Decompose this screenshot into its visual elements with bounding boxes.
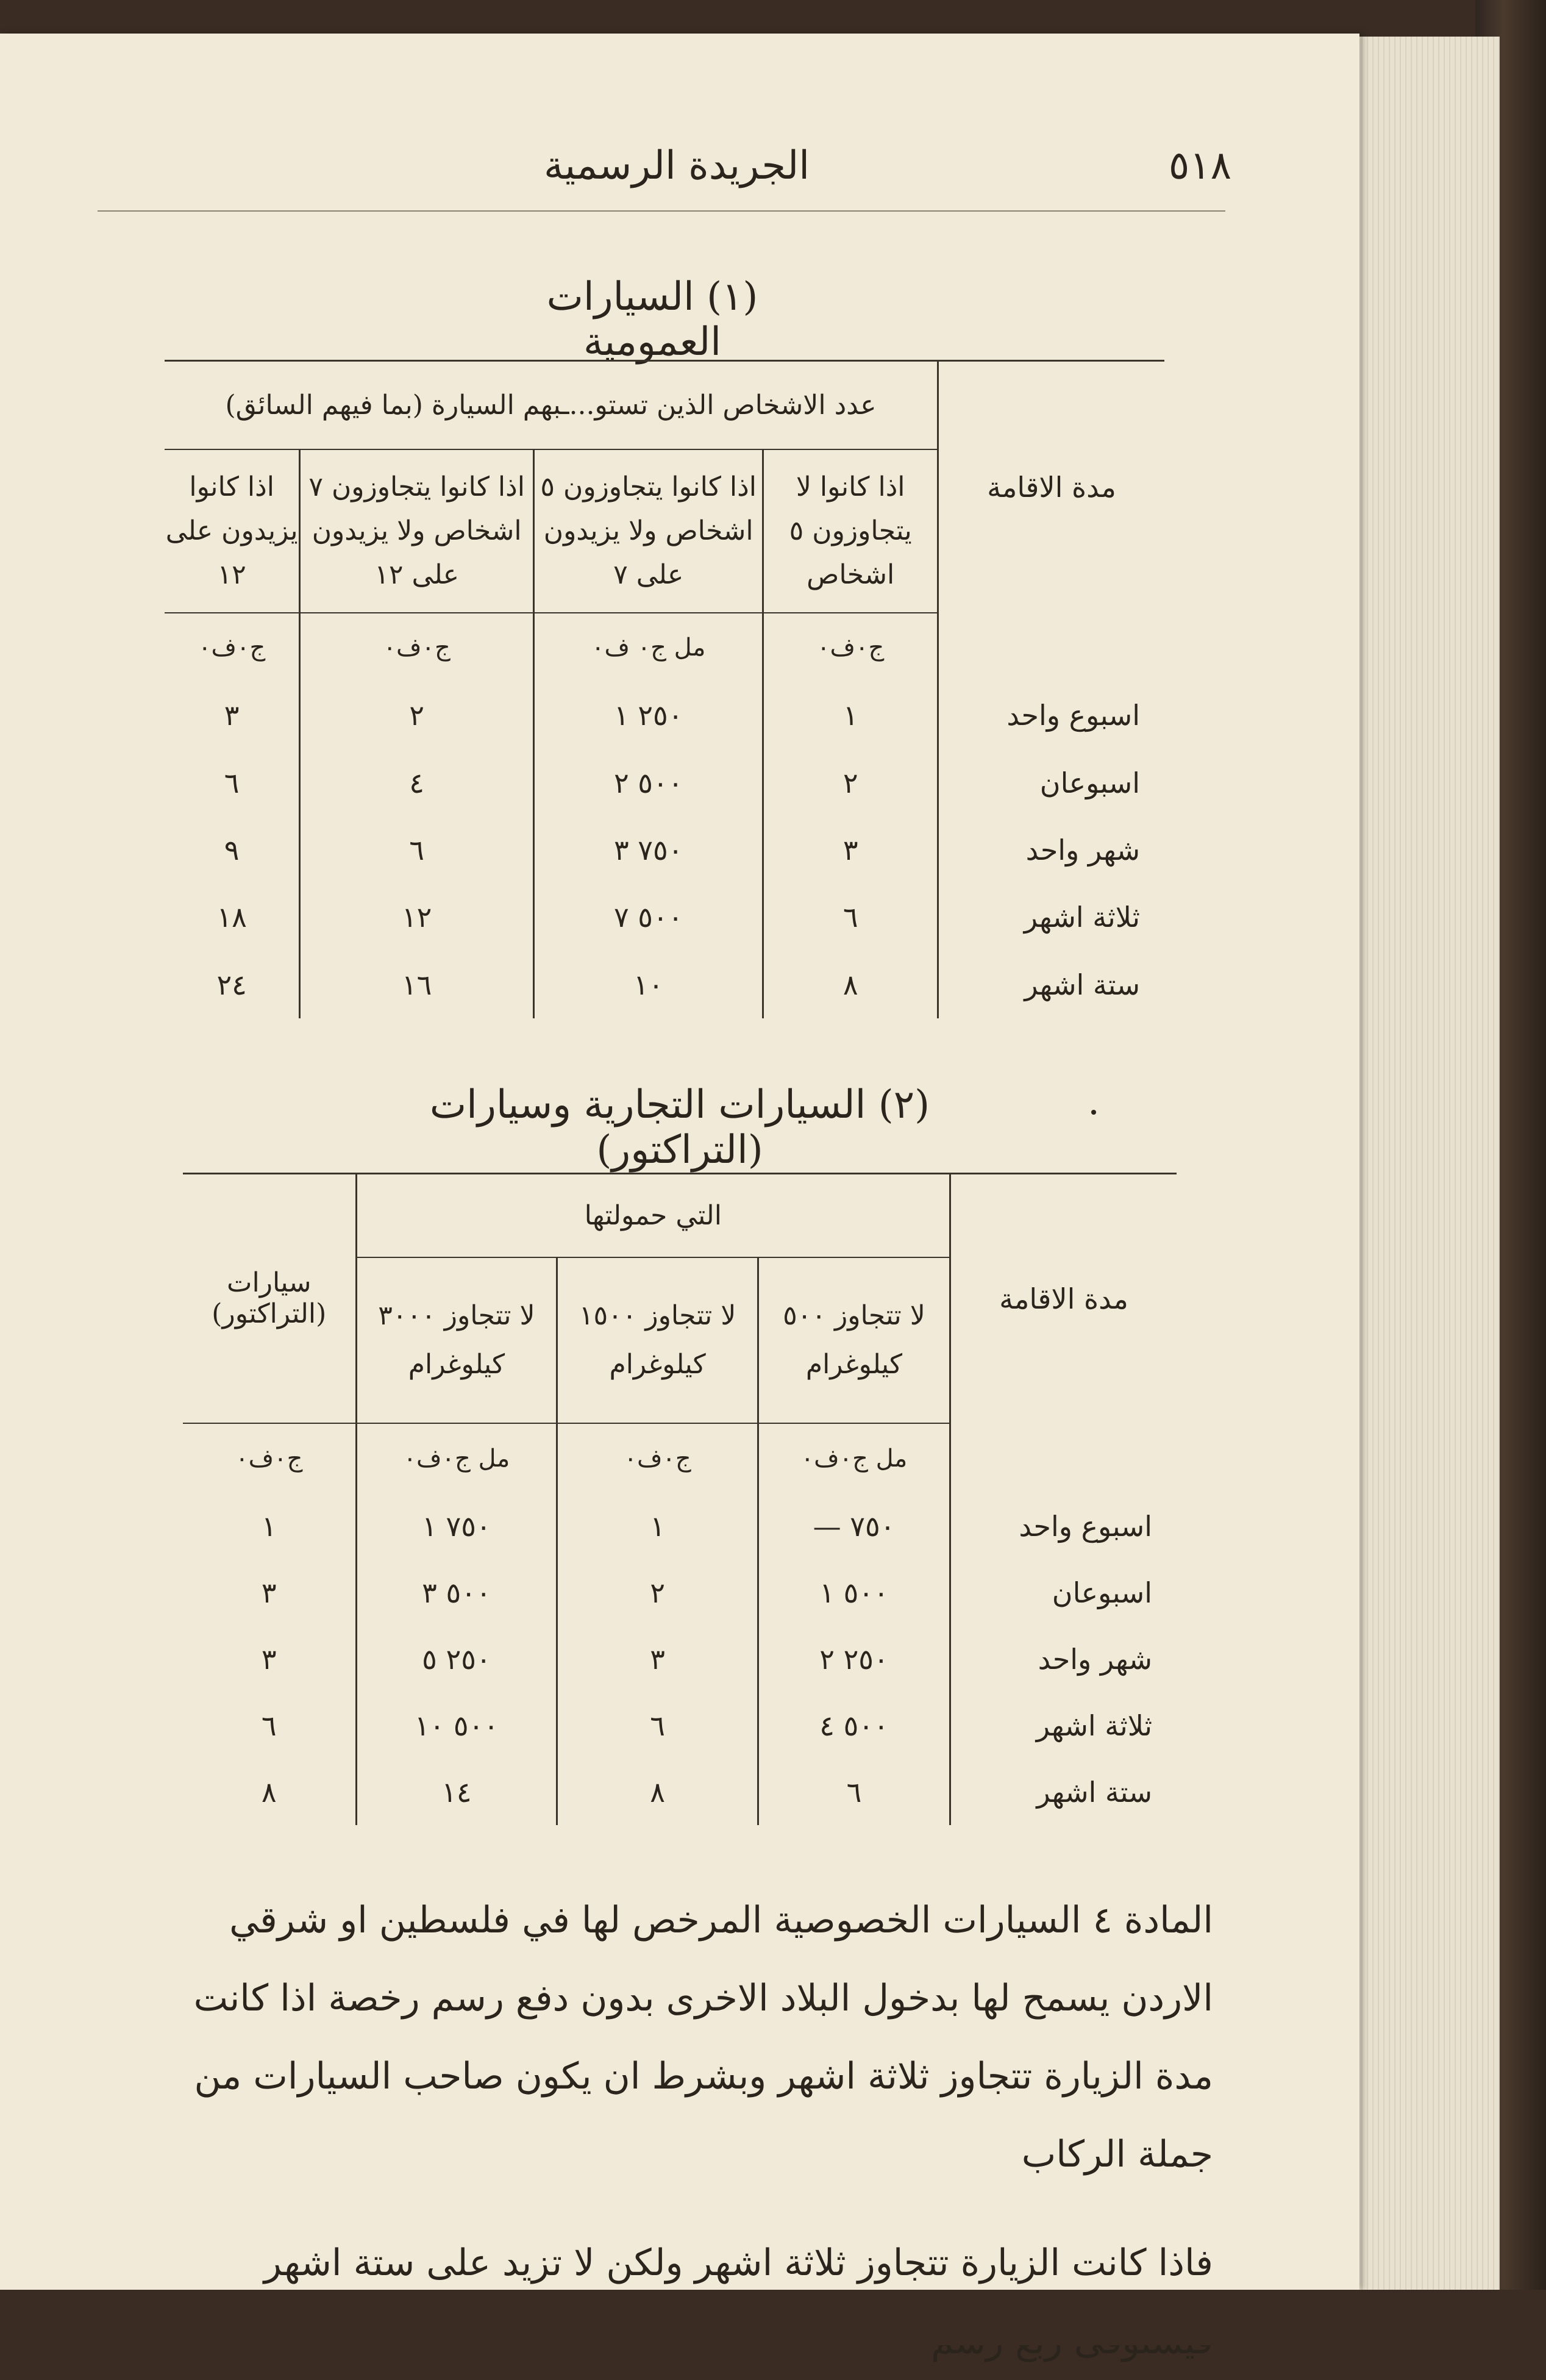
column-header: لا تتجاوز ٥٠٠ كيلوغرام bbox=[758, 1257, 950, 1423]
article-paragraph: فاذا كانت الزيارة تتجاوز ثلاثة اشهر ولكن لا تزيد على ستة اشهر bbox=[263, 2242, 1213, 2284]
unit-label: مل ج٠ف٠ bbox=[356, 1423, 557, 1493]
document-page bbox=[0, 34, 1359, 2290]
unit-label: ج٠ف٠ bbox=[557, 1423, 758, 1493]
table-cell: ٦ bbox=[758, 1759, 950, 1825]
table-cell: ٣ bbox=[261, 1642, 277, 1676]
residence-header: مدة الاقامة bbox=[938, 361, 1165, 613]
table-cell: ١ bbox=[557, 1493, 758, 1560]
table-cell: ٣ bbox=[224, 699, 240, 732]
unit-label: ج٠ف٠ bbox=[300, 613, 534, 682]
row-label: ستة اشهر bbox=[950, 1759, 1177, 1825]
table-cell: ٦ bbox=[261, 1709, 277, 1742]
column-header: لا تتجاوز ١٥٠٠ كيلوغرام bbox=[557, 1257, 758, 1423]
table-row bbox=[165, 749, 1164, 817]
table-cell: ٧٥٠ — bbox=[758, 1493, 950, 1560]
table-cell: ٢٥٠ ٥ bbox=[356, 1626, 557, 1692]
column-header: اذا كانوا يتجاوزون ٧ اشخاص ولا يزيدون على ١٢ bbox=[300, 449, 534, 613]
table-cell: ٨ bbox=[557, 1759, 758, 1825]
page-edges bbox=[1341, 37, 1500, 2293]
empty-cell bbox=[950, 1423, 1177, 1493]
table-cell: ١ bbox=[261, 1510, 277, 1543]
table-row bbox=[165, 682, 1164, 749]
table1-title: (١) السيارات العمومية bbox=[546, 274, 758, 365]
table-cell: ٢٥٠ ١ bbox=[533, 682, 763, 749]
table-row bbox=[183, 1626, 1177, 1692]
persons-group-header: عدد الاشخاص الذين تستو...ـبهم السيارة (بما فيهم السائق) bbox=[165, 361, 938, 450]
table-row bbox=[165, 951, 1164, 1018]
table-cell: ٣ bbox=[557, 1626, 758, 1692]
column-header: لا تتجاوز ٣٠٠٠ كيلوغرام bbox=[356, 1257, 557, 1423]
table-cell: ٦ bbox=[557, 1692, 758, 1759]
row-label: اسبوع واحد bbox=[950, 1493, 1177, 1560]
column-header: اذا كانوا يزيدون على ١٢ bbox=[165, 449, 300, 613]
public-cars-table bbox=[165, 360, 1164, 1018]
table-cell: ٢٥٠ ٢ bbox=[758, 1626, 950, 1692]
unit-label: مل ج٠ ف٠ bbox=[533, 613, 763, 682]
table-cell: ١ bbox=[763, 682, 938, 749]
table-cell: ٢ bbox=[557, 1559, 758, 1626]
article-paragraph: المادة ٤ السيارات الخصوصية المرخص لها في فلسطين او شرقي الاردن يسمح لها بدخول البلاد الاخرى بدون دفع رسم رخصة اذا كانت مدة الزيارة تتجاوز ثلاثة اشهر وبشرط ان يكون صاحب السيارات من جملة الركاب bbox=[193, 1899, 1213, 2176]
table-row bbox=[183, 1559, 1177, 1626]
table-row bbox=[165, 817, 1164, 884]
unit-label: مل ج٠ف٠ bbox=[758, 1423, 950, 1493]
scan-top-edge bbox=[0, 0, 1546, 37]
table-cell: ٨ bbox=[763, 951, 938, 1018]
table-cell: ٥٠٠ ١ bbox=[758, 1559, 950, 1626]
unit-label: ج٠ف٠ bbox=[235, 1444, 303, 1473]
table-cell: ٣ bbox=[261, 1576, 277, 1609]
table-cell: ١٠ bbox=[533, 951, 763, 1018]
row-label: اسبوع واحد bbox=[938, 682, 1165, 749]
empty-cell bbox=[938, 613, 1165, 682]
row-label: ثلاثة اشهر bbox=[950, 1692, 1177, 1759]
column-header: اذا كانوا يتجاوزون ٥ اشخاص ولا يزيدون على ٧ bbox=[533, 449, 763, 613]
residence-header: مدة الاقامة bbox=[950, 1174, 1177, 1423]
load-group-header: التي حمولتها bbox=[356, 1174, 950, 1257]
table2-title: (٢) السيارات التجارية وسيارات (التراكتور) bbox=[429, 1082, 930, 1173]
table-cell: ٥٠٠ ٧ bbox=[533, 884, 763, 951]
table-cell: ١٤ bbox=[356, 1759, 557, 1825]
table-cell: ٤ bbox=[300, 749, 534, 817]
header-rule bbox=[98, 210, 1225, 212]
page-number: ٥١٨ bbox=[1168, 143, 1231, 188]
commercial-cars-table bbox=[183, 1173, 1177, 1825]
column-header: سيارات (التراكتور) bbox=[183, 1174, 356, 1423]
table-cell: ٥٠٠ ٤ bbox=[758, 1692, 950, 1759]
table-cell: ١٢ bbox=[300, 884, 534, 951]
table-cell: ٥٠٠ ٢ bbox=[533, 749, 763, 817]
table-cell: ٢ bbox=[300, 682, 534, 749]
table-cell: ٩ bbox=[224, 834, 240, 867]
table-cell: ٢٤ bbox=[216, 968, 247, 1001]
table-cell: ٦ bbox=[763, 884, 938, 951]
row-label: شهر واحد bbox=[938, 817, 1165, 884]
unit-label: ج٠ف٠ bbox=[198, 634, 266, 662]
table-cell: ١٨ bbox=[216, 901, 247, 934]
table-cell: ٧٥٠ ٣ bbox=[533, 817, 763, 884]
journal-title: الجريدة الرسمية bbox=[543, 143, 810, 188]
column-header: اذا كانوا لا يتجاوزون ٥ اشخاص bbox=[763, 449, 938, 613]
table-cell: ٥٠٠ ١٠ bbox=[356, 1692, 557, 1759]
table-cell: ٥٠٠ ٣ bbox=[356, 1559, 557, 1626]
table-cell: ٨ bbox=[261, 1775, 277, 1809]
table-cell: ١٦ bbox=[300, 951, 534, 1018]
unit-label: ج٠ف٠ bbox=[763, 613, 938, 682]
row-label: شهر واحد bbox=[950, 1626, 1177, 1692]
row-label: اسبوعان bbox=[950, 1559, 1177, 1626]
table-row bbox=[183, 1759, 1177, 1825]
table-cell: ٣ bbox=[763, 817, 938, 884]
row-label: اسبوعان bbox=[938, 749, 1165, 817]
row-label: ستة اشهر bbox=[938, 951, 1165, 1018]
ink-dot bbox=[1091, 1110, 1096, 1115]
table-row bbox=[183, 1493, 1177, 1560]
table-cell: ٢ bbox=[763, 749, 938, 817]
row-label: ثلاثة اشهر bbox=[938, 884, 1165, 951]
table-cell: ٦ bbox=[300, 817, 534, 884]
scan-bottom-edge bbox=[0, 2290, 1546, 2345]
table-row bbox=[183, 1692, 1177, 1759]
table-cell: ٦ bbox=[224, 766, 240, 799]
table-cell: ٧٥٠ ١ bbox=[356, 1493, 557, 1560]
table-row bbox=[165, 884, 1164, 951]
